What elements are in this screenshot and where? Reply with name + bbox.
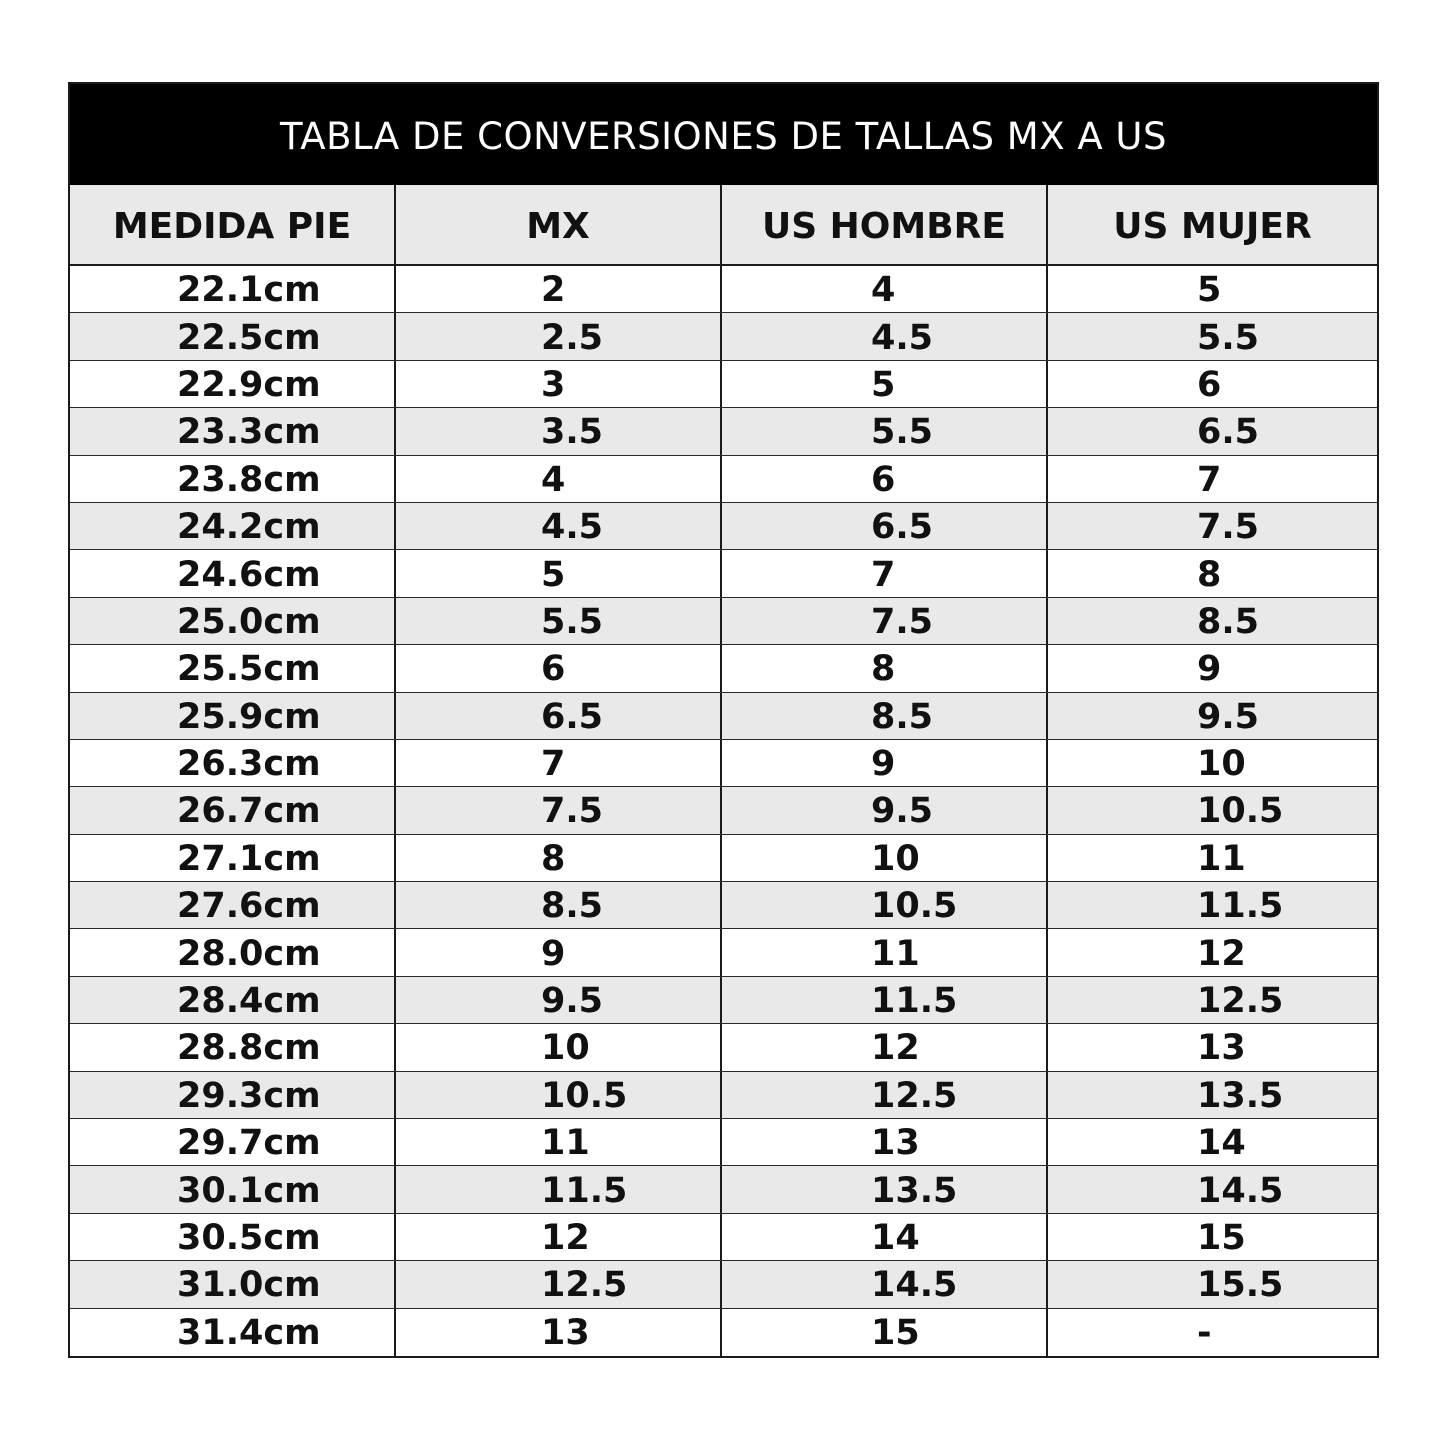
cell-us-hombre: 5.5 [722, 408, 1048, 454]
cell-us-mujer: 9 [1197, 649, 1222, 690]
cell-us-mujer: - [1197, 1313, 1212, 1354]
table-row [70, 1072, 1377, 1119]
cell-mx: 6 [396, 645, 722, 691]
table-row [70, 456, 1377, 503]
cell-us-mujer: 15.5 [1197, 1265, 1284, 1306]
cell-medida-pie: 25.5cm [70, 645, 396, 691]
cell-mx: 3 [396, 361, 722, 407]
cell-medida-pie: 26.3cm [70, 740, 396, 786]
cell-us-hombre: 12 [722, 1024, 1048, 1070]
table-row [70, 882, 1377, 929]
cell-mx: 12 [396, 1214, 722, 1260]
cell-us-mujer: 8 [1197, 554, 1222, 595]
cell-us-mujer: 11.5 [1197, 886, 1284, 927]
cell-medida-pie: 24.2cm [70, 503, 396, 549]
cell-medida-pie: 26.7cm [70, 787, 396, 833]
cell-us-mujer: 5.5 [1197, 317, 1260, 358]
cell-us-hombre: 9 [722, 740, 1048, 786]
cell-mx: 5.5 [396, 598, 722, 644]
cell-us-hombre: 13 [722, 1119, 1048, 1165]
cell-us-hombre: 7.5 [722, 598, 1048, 644]
cell-medida-pie: 29.3cm [70, 1072, 396, 1118]
cell-mx: 13 [396, 1309, 722, 1356]
table-row [70, 1309, 1377, 1356]
cell-medida-pie: 25.9cm [70, 693, 396, 739]
table-row [70, 266, 1377, 313]
cell-medida-pie: 28.4cm [70, 977, 396, 1023]
cell-us-hombre: 4 [722, 266, 1048, 312]
table-row [70, 740, 1377, 787]
header-mx: MX [396, 185, 722, 264]
cell-us-mujer: 9.5 [1197, 696, 1260, 737]
cell-us-hombre: 10 [722, 835, 1048, 881]
cell-us-hombre: 5 [722, 361, 1048, 407]
table-row [70, 1119, 1377, 1166]
cell-mx: 7 [396, 740, 722, 786]
cell-us-mujer: 6 [1197, 364, 1222, 405]
cell-us-hombre: 12.5 [722, 1072, 1048, 1118]
table-body [70, 266, 1377, 1356]
cell-medida-pie: 23.8cm [70, 456, 396, 502]
cell-mx: 11 [396, 1119, 722, 1165]
cell-us-mujer: 6.5 [1197, 412, 1260, 453]
cell-us-hombre: 9.5 [722, 787, 1048, 833]
cell-us-mujer: 12.5 [1197, 981, 1284, 1022]
cell-us-hombre: 6 [722, 456, 1048, 502]
table-row [70, 1214, 1377, 1261]
cell-us-hombre: 11 [722, 929, 1048, 975]
table-row [70, 361, 1377, 408]
table-row [70, 408, 1377, 455]
table-row [70, 977, 1377, 1024]
cell-us-mujer: 7 [1197, 459, 1222, 500]
table-row [70, 1024, 1377, 1071]
table-row [70, 645, 1377, 692]
cell-mx: 9.5 [396, 977, 722, 1023]
cell-us-mujer: 8.5 [1197, 601, 1260, 642]
cell-mx: 8.5 [396, 882, 722, 928]
cell-medida-pie: 28.0cm [70, 929, 396, 975]
cell-us-mujer: 14 [1197, 1123, 1246, 1164]
cell-us-hombre: 4.5 [722, 313, 1048, 359]
table-row [70, 550, 1377, 597]
header-us-mujer: US MUJER [1113, 206, 1312, 247]
cell-us-mujer: 13.5 [1197, 1075, 1284, 1116]
cell-us-mujer: 13 [1197, 1028, 1246, 1069]
cell-medida-pie: 29.7cm [70, 1119, 396, 1165]
cell-mx: 2.5 [396, 313, 722, 359]
cell-mx: 9 [396, 929, 722, 975]
table-row [70, 1166, 1377, 1213]
header-us-hombre: US HOMBRE [722, 185, 1048, 264]
cell-mx: 3.5 [396, 408, 722, 454]
cell-us-hombre: 10.5 [722, 882, 1048, 928]
cell-mx: 2 [396, 266, 722, 312]
cell-medida-pie: 27.6cm [70, 882, 396, 928]
cell-mx: 4.5 [396, 503, 722, 549]
table-row [70, 598, 1377, 645]
cell-mx: 11.5 [396, 1166, 722, 1212]
cell-mx: 10.5 [396, 1072, 722, 1118]
table-row [70, 787, 1377, 834]
cell-us-mujer: 15 [1197, 1218, 1246, 1258]
cell-us-hombre: 11.5 [722, 977, 1048, 1023]
cell-medida-pie: 30.1cm [70, 1166, 396, 1212]
table-title: TABLA DE CONVERSIONES DE TALLAS MX A US [70, 84, 1377, 185]
cell-medida-pie: 28.8cm [70, 1024, 396, 1070]
table-row [70, 503, 1377, 550]
table-header-row [70, 185, 1377, 266]
header-medida-pie: MEDIDA PIE [70, 185, 396, 264]
cell-medida-pie: 22.5cm [70, 313, 396, 359]
cell-us-mujer: 5 [1197, 270, 1222, 311]
cell-us-mujer: 11 [1197, 838, 1246, 879]
cell-medida-pie: 31.4cm [70, 1309, 396, 1356]
cell-us-mujer: 14.5 [1197, 1170, 1284, 1211]
cell-mx: 6.5 [396, 693, 722, 739]
table-row [70, 1261, 1377, 1308]
cell-medida-pie: 25.0cm [70, 598, 396, 644]
table-row [70, 693, 1377, 740]
cell-us-mujer: 10.5 [1197, 791, 1284, 832]
cell-us-hombre: 13.5 [722, 1166, 1048, 1212]
cell-medida-pie: 30.5cm [70, 1214, 396, 1260]
cell-us-hombre: 8.5 [722, 693, 1048, 739]
cell-medida-pie: 31.0cm [70, 1261, 396, 1307]
cell-us-mujer: 7.5 [1197, 507, 1260, 548]
cell-us-hombre: 14.5 [722, 1261, 1048, 1307]
cell-us-hombre: 15 [722, 1309, 1048, 1356]
table-row [70, 835, 1377, 882]
size-conversion-table [68, 82, 1379, 1358]
cell-us-hombre: 8 [722, 645, 1048, 691]
cell-mx: 7.5 [396, 787, 722, 833]
cell-mx: 5 [396, 550, 722, 596]
cell-mx: 4 [396, 456, 722, 502]
cell-mx: 12.5 [396, 1261, 722, 1307]
table-row [70, 929, 1377, 976]
cell-medida-pie: 27.1cm [70, 835, 396, 881]
cell-medida-pie: 23.3cm [70, 408, 396, 454]
cell-mx: 8 [396, 835, 722, 881]
cell-mx: 10 [396, 1024, 722, 1070]
cell-us-hombre: 14 [722, 1214, 1048, 1260]
cell-us-hombre: 6.5 [722, 503, 1048, 549]
table-row [70, 313, 1377, 360]
cell-us-mujer: 10 [1197, 744, 1246, 785]
cell-us-mujer: 12 [1197, 933, 1246, 974]
cell-medida-pie: 22.1cm [70, 266, 396, 312]
cell-medida-pie: 24.6cm [70, 550, 396, 596]
cell-us-hombre: 7 [722, 550, 1048, 596]
cell-medida-pie: 22.9cm [70, 361, 396, 407]
